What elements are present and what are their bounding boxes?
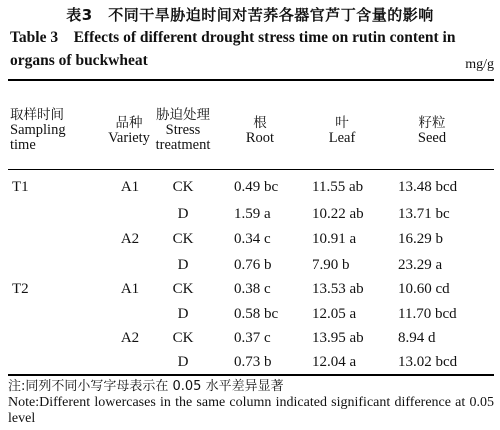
table-title-english: Table 3 Effects of different drought stress time on rutin content in organs of buckwheat [10, 29, 456, 69]
unit-label: mg/g [465, 57, 494, 72]
header-stress-treatment: 胁迫处理 Stress treatment [155, 107, 211, 153]
cell-treatment: CK [172, 231, 194, 247]
cell-treatment: D [177, 257, 189, 273]
cell-root: 0.37 c [234, 330, 271, 346]
footnote-chinese: 注:同列不同小写字母表示在 0.05 水平差异显著 [8, 379, 284, 394]
cell-leaf: 12.05 a [312, 306, 357, 322]
cell-seed: 8.94 d [398, 330, 436, 346]
header-seed: 籽粒 Seed [417, 115, 447, 146]
cell-treatment: D [177, 306, 189, 322]
cell-treatment: CK [172, 179, 194, 195]
cell-root: 0.73 b [234, 354, 272, 370]
table-title-chinese: 表3 不同干旱胁迫时间对苦荞各器官芦丁含量的影响 [66, 6, 434, 24]
cell-root: 0.49 bc [234, 179, 279, 195]
cell-leaf: 11.55 ab [312, 179, 364, 195]
cell-variety: A2 [120, 330, 140, 346]
cell-treatment: D [177, 206, 189, 222]
cell-treatment: CK [172, 330, 194, 346]
cell-seed: 11.70 bcd [398, 306, 457, 322]
cell-leaf: 7.90 b [312, 257, 350, 273]
cell-leaf: 10.22 ab [312, 206, 364, 222]
cell-root: 0.76 b [234, 257, 272, 273]
cell-root: 0.58 bc [234, 306, 279, 322]
table-bottom-rule [8, 374, 494, 376]
cell-seed: 13.71 bc [398, 206, 450, 222]
header-leaf: 叶 Leaf [328, 115, 356, 146]
cell-seed: 13.48 bcd [398, 179, 458, 195]
cell-seed: 10.60 cd [398, 281, 450, 297]
cell-variety: A1 [120, 281, 140, 297]
cell-seed: 23.29 a [398, 257, 443, 273]
cell-leaf: 13.95 ab [312, 330, 364, 346]
footnote-english: Note:Different lowercases in the same column indicated significant difference at 0.05 level [8, 395, 494, 426]
cell-variety: A2 [120, 231, 140, 247]
cell-seed: 13.02 bcd [398, 354, 458, 370]
table-top-rule [8, 79, 494, 81]
table-header-rule [8, 169, 494, 170]
cell-leaf: 12.04 a [312, 354, 357, 370]
cell-sampling-time: T2 [12, 281, 29, 297]
cell-root: 1.59 a [234, 206, 271, 222]
cell-sampling-time: T1 [12, 179, 29, 195]
cell-seed: 16.29 b [398, 231, 443, 247]
header-variety: 品种 Variety [108, 115, 150, 146]
cell-variety: A1 [120, 179, 140, 195]
header-sampling-time: 取样时间 Sampling time [10, 107, 66, 153]
cell-root: 0.34 c [234, 231, 271, 247]
cell-treatment: D [177, 354, 189, 370]
cell-leaf: 10.91 a [312, 231, 357, 247]
cell-leaf: 13.53 ab [312, 281, 364, 297]
header-root: 根 Root [245, 115, 275, 146]
cell-root: 0.38 c [234, 281, 271, 297]
cell-treatment: CK [172, 281, 194, 297]
